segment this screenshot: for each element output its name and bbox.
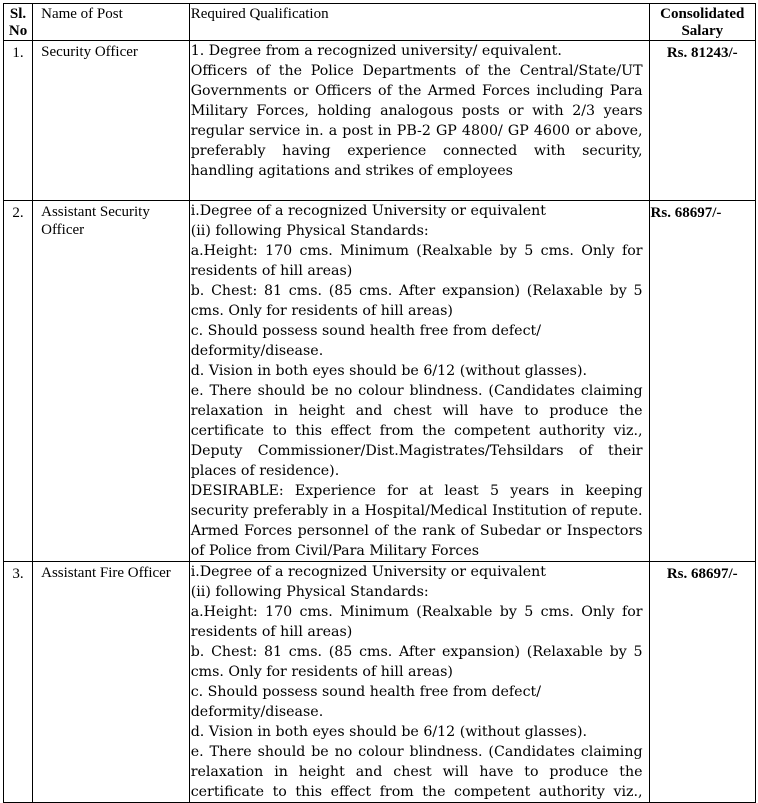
qualification-line: d. Vision in both eyes should be 6/12 (without glasses). <box>190 363 588 379</box>
qualification-line: i.Degree of a recognized University or equivalent <box>190 203 546 219</box>
sl-no-cell: 1. <box>4 41 33 201</box>
table-row <box>4 41 756 201</box>
qualification-line: b. Chest: 81 cms. (85 cms. After expansion) (Relaxable by 5 cms. Only for residents of hill areas) <box>190 283 643 319</box>
header-name-of-post: Name of Post <box>33 4 190 41</box>
qualification-cell <box>189 562 649 803</box>
qualification-line: i.Degree of a recognized University or equivalent <box>190 564 546 580</box>
post-name-cell: Assistant Fire Officer <box>33 562 190 803</box>
post-name-cell: Security Officer <box>33 41 190 201</box>
header-consolidated-salary: Consolidated Salary <box>649 4 755 41</box>
qualification-line: a.Height: 170 cms. Minimum (Realxable by 5 cms. Only for residents of hill areas) <box>190 604 643 640</box>
header-required-qualification: Required Qualification <box>189 4 649 41</box>
table-row <box>4 201 756 562</box>
qualification-line: Officers of the Police Departments of the Central/State/UT Governments or Officers of the Armed Forces including Para Military Forces, holding analogous posts or with 2/3 years regular service in. a post in PB-2 GP 4800/ GP 4600 or above, preferably having experience connected with security, handling agitations and strikes of employees <box>190 63 643 179</box>
salary-cell: Rs. 68697/- <box>649 562 755 803</box>
posts-table <box>3 3 756 803</box>
table-row <box>4 562 756 803</box>
qualification-line: DESIRABLE: Experience for at least 5 years in keeping security preferably in a Hospital/Medical Institution of repute. Armed Forces personnel of the rank of Subedar or Inspectors of Police from Civil/Para Military Forces <box>190 483 643 559</box>
sl-no-cell: 3. <box>4 562 33 803</box>
qualification-line: (ii) following Physical Standards: <box>190 584 429 600</box>
post-name-cell: Assistant Security Officer <box>33 201 190 562</box>
qualification-line: c. Should possess sound health free from defect/ deformity/disease. <box>190 323 541 359</box>
qualification-line: b. Chest: 81 cms. (85 cms. After expansion) (Relaxable by 5 cms. Only for residents of hill areas) <box>190 644 643 680</box>
header-row <box>4 4 756 41</box>
salary-cell: Rs. 68697/- <box>649 201 755 562</box>
header-sl-no: Sl. No <box>4 4 33 41</box>
qualification-line: 1. Degree from a recognized university/ equivalent. <box>190 43 562 59</box>
qualification-cell <box>189 41 649 201</box>
qualification-cell <box>189 201 649 562</box>
qualification-line: e. There should be no colour blindness. (Candidates claiming relaxation in height and chest will have to produce the certificate to this effect from the competent authority viz., Deputy Commissioner/Dist.Magistrates/Tehsildars of their places of residence). <box>190 383 643 479</box>
qualification-line: c. Should possess sound health free from defect/ deformity/disease. <box>190 684 541 720</box>
qualification-line: a.Height: 170 cms. Minimum (Realxable by 5 cms. Only for residents of hill areas) <box>190 243 643 279</box>
salary-cell: Rs. 81243/- <box>649 41 755 201</box>
qualification-line: (ii) following Physical Standards: <box>190 223 429 239</box>
qualification-line: e. There should be no colour blindness. (Candidates claiming relaxation in height and chest will have to produce the certificate to this effect from the competent authority viz., <box>190 744 643 800</box>
sl-no-cell: 2. <box>4 201 33 562</box>
qualification-line: d. Vision in both eyes should be 6/12 (without glasses). <box>190 724 588 740</box>
